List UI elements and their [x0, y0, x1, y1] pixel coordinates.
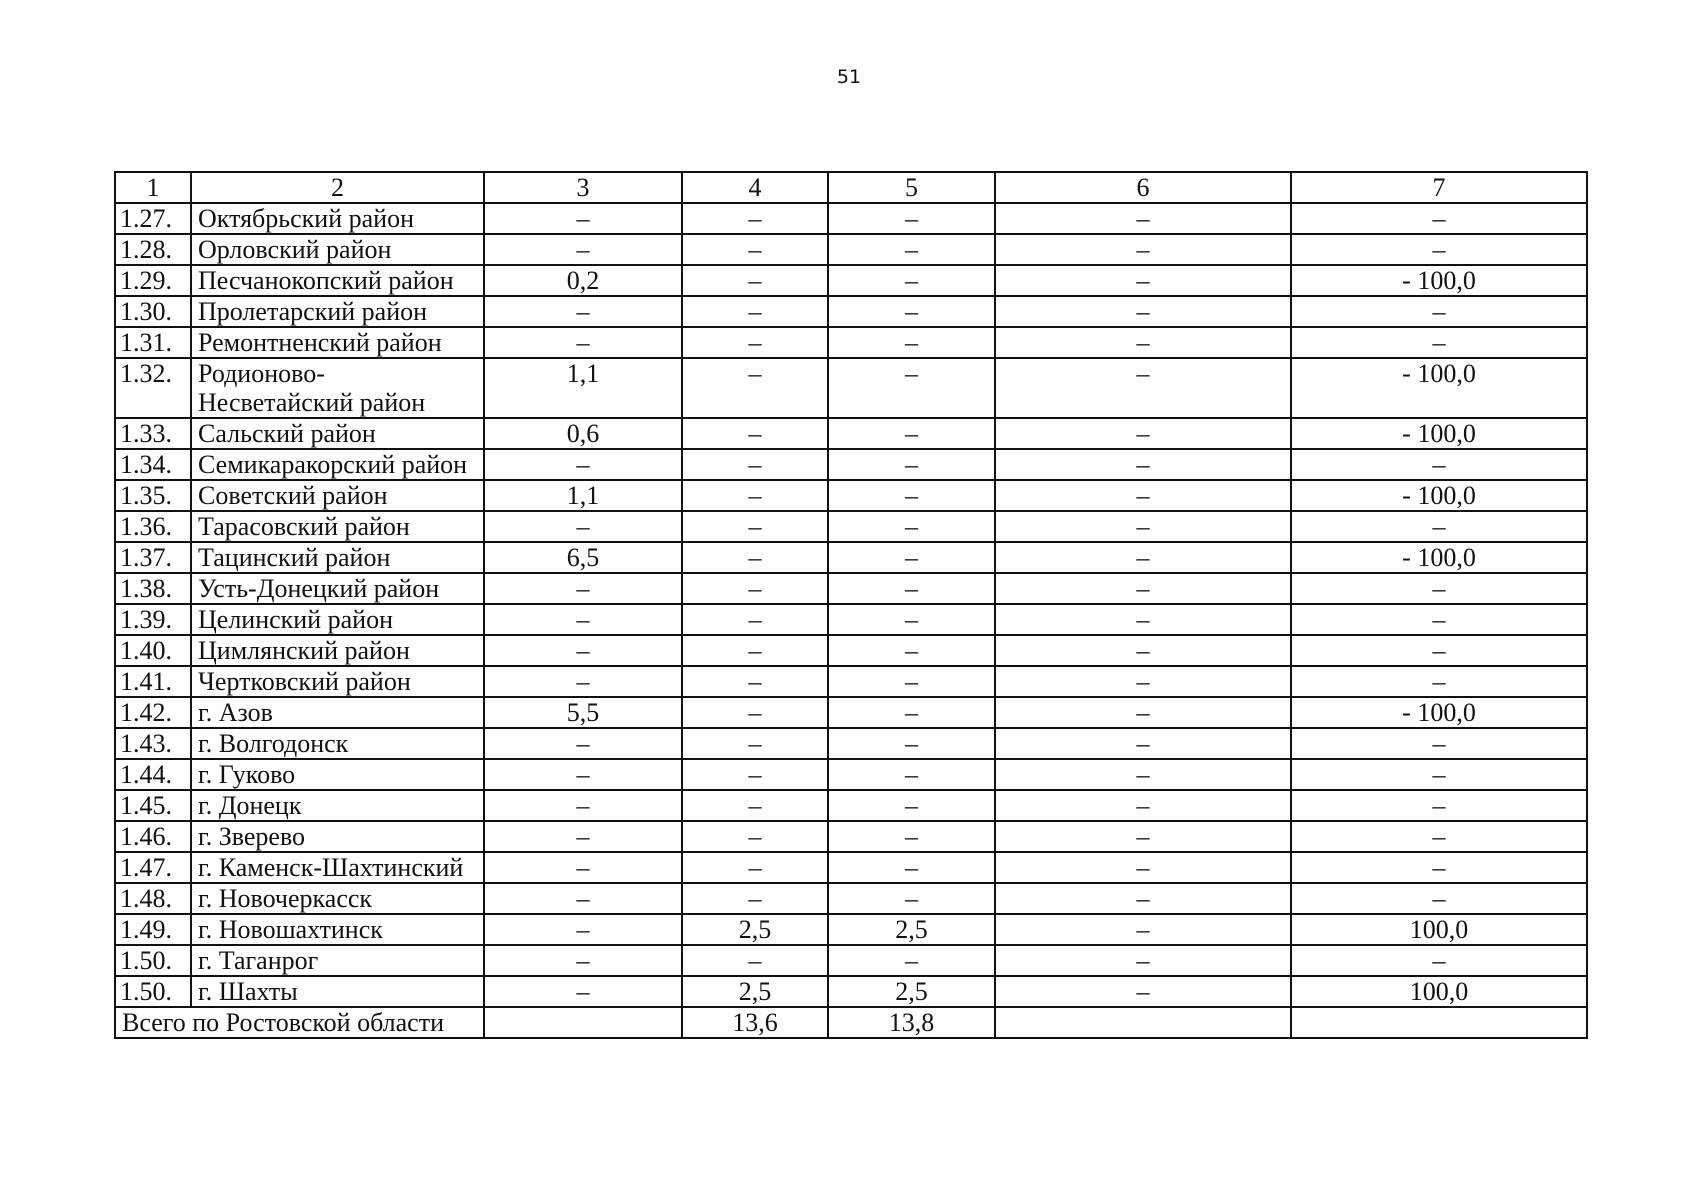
value-cell-col3: 5,5	[484, 697, 682, 728]
value-cell-col4: 2,5	[682, 914, 828, 945]
territory-name-cell: Орловский район	[191, 234, 484, 265]
value-cell-col6: –	[995, 265, 1291, 296]
value-cell-col4: –	[682, 635, 828, 666]
header-cell: 5	[828, 172, 995, 203]
total-value-cell-c5: 13,8	[828, 1007, 995, 1038]
territory-name-cell: г. Донецк	[191, 790, 484, 821]
value-cell-col4: –	[682, 296, 828, 327]
table-row	[115, 821, 1587, 852]
table-row	[115, 358, 1587, 418]
row-number-cell: 1.44.	[115, 759, 191, 790]
table-row	[115, 265, 1587, 296]
data-table	[114, 171, 1588, 1039]
value-cell-col6: –	[995, 358, 1291, 418]
territory-name-cell: г. Зверево	[191, 821, 484, 852]
table-row	[115, 511, 1587, 542]
territory-name-cell: г. Новошахтинск	[191, 914, 484, 945]
row-number-cell: 1.33.	[115, 418, 191, 449]
territory-name-cell: Тарасовский район	[191, 511, 484, 542]
value-cell-col6: –	[995, 821, 1291, 852]
value-cell-col6: –	[995, 666, 1291, 697]
value-cell-col4: –	[682, 759, 828, 790]
value-cell-col4: –	[682, 883, 828, 914]
value-cell-col3: –	[484, 914, 682, 945]
territory-name-cell: Песчанокопский район	[191, 265, 484, 296]
value-cell-col5: –	[828, 852, 995, 883]
table-row	[115, 573, 1587, 604]
territory-name-cell: Усть-Донецкий район	[191, 573, 484, 604]
value-cell-col6: –	[995, 327, 1291, 358]
row-number-cell: 1.38.	[115, 573, 191, 604]
value-cell-col3: –	[484, 203, 682, 234]
header-cell: 4	[682, 172, 828, 203]
value-cell-col7: –	[1291, 327, 1587, 358]
value-cell-col7: –	[1291, 234, 1587, 265]
value-cell-col7: –	[1291, 604, 1587, 635]
table-row	[115, 883, 1587, 914]
value-cell-col7: - 100,0	[1291, 697, 1587, 728]
value-cell-col5: –	[828, 296, 995, 327]
value-cell-col3: –	[484, 852, 682, 883]
value-cell-col7: - 100,0	[1291, 480, 1587, 511]
table-row	[115, 203, 1587, 234]
table-row	[115, 852, 1587, 883]
territory-name-cell: г. Таганрог	[191, 945, 484, 976]
total-row	[115, 1007, 1587, 1038]
value-cell-col5: –	[828, 573, 995, 604]
header-cell: 6	[995, 172, 1291, 203]
value-cell-col3: –	[484, 728, 682, 759]
value-cell-col5: –	[828, 697, 995, 728]
value-cell-col7: –	[1291, 728, 1587, 759]
value-cell-col4: –	[682, 265, 828, 296]
value-cell-col6: –	[995, 914, 1291, 945]
value-cell-col4: –	[682, 852, 828, 883]
value-cell-col7: –	[1291, 635, 1587, 666]
value-cell-col4: –	[682, 666, 828, 697]
value-cell-col7: 100,0	[1291, 914, 1587, 945]
table-row	[115, 542, 1587, 573]
value-cell-col5: –	[828, 203, 995, 234]
value-cell-col3: –	[484, 790, 682, 821]
value-cell-col7: - 100,0	[1291, 265, 1587, 296]
value-cell-col5: –	[828, 883, 995, 914]
value-cell-col4: –	[682, 697, 828, 728]
total-label-cell: Всего по Ростовской области	[115, 1007, 484, 1038]
table-row	[115, 480, 1587, 511]
territory-name-cell: Цимлянский район	[191, 635, 484, 666]
table-body	[115, 172, 1587, 1038]
row-number-cell: 1.49.	[115, 914, 191, 945]
value-cell-col4: –	[682, 573, 828, 604]
territory-name-cell: г. Новочеркасск	[191, 883, 484, 914]
territory-name-cell: г. Волгодонск	[191, 728, 484, 759]
table-header-row	[115, 172, 1587, 203]
value-cell-col3: –	[484, 449, 682, 480]
value-cell-col7: –	[1291, 883, 1587, 914]
table-row	[115, 666, 1587, 697]
header-cell: 2	[191, 172, 484, 203]
value-cell-col3: 0,2	[484, 265, 682, 296]
row-number-cell: 1.48.	[115, 883, 191, 914]
territory-name-cell: Семикаракорский район	[191, 449, 484, 480]
header-cell: 7	[1291, 172, 1587, 203]
value-cell-col6: –	[995, 234, 1291, 265]
value-cell-col3: –	[484, 604, 682, 635]
table-row	[115, 759, 1587, 790]
value-cell-col4: –	[682, 511, 828, 542]
territory-name-cell: Чертковский район	[191, 666, 484, 697]
row-number-cell: 1.50.	[115, 976, 191, 1007]
total-value-cell-c7	[1291, 1007, 1587, 1038]
value-cell-col3: –	[484, 976, 682, 1007]
value-cell-col4: –	[682, 480, 828, 511]
value-cell-col4: –	[682, 945, 828, 976]
value-cell-col5: –	[828, 542, 995, 573]
value-cell-col4: –	[682, 821, 828, 852]
value-cell-col6: –	[995, 976, 1291, 1007]
value-cell-col4: –	[682, 790, 828, 821]
value-cell-col7: –	[1291, 790, 1587, 821]
value-cell-col4: –	[682, 234, 828, 265]
page-number: 51	[836, 66, 862, 88]
row-number-cell: 1.34.	[115, 449, 191, 480]
value-cell-col7: –	[1291, 945, 1587, 976]
territory-name-cell: Пролетарский район	[191, 296, 484, 327]
value-cell-col4: –	[682, 542, 828, 573]
value-cell-col5: –	[828, 511, 995, 542]
value-cell-col7: –	[1291, 296, 1587, 327]
header-cell: 1	[115, 172, 191, 203]
row-number-cell: 1.31.	[115, 327, 191, 358]
value-cell-col3: –	[484, 759, 682, 790]
value-cell-col3: –	[484, 296, 682, 327]
value-cell-col7: –	[1291, 852, 1587, 883]
value-cell-col4: –	[682, 604, 828, 635]
territory-name-cell: г. Каменск-Шахтинский	[191, 852, 484, 883]
table-row	[115, 296, 1587, 327]
value-cell-col6: –	[995, 480, 1291, 511]
territory-name-cell: г. Гуково	[191, 759, 484, 790]
value-cell-col3: 1,1	[484, 358, 682, 418]
table-row	[115, 914, 1587, 945]
value-cell-col5: –	[828, 635, 995, 666]
value-cell-col3: –	[484, 635, 682, 666]
table-row	[115, 418, 1587, 449]
value-cell-col7: –	[1291, 821, 1587, 852]
value-cell-col3: –	[484, 821, 682, 852]
value-cell-col5: 2,5	[828, 914, 995, 945]
value-cell-col6: –	[995, 697, 1291, 728]
value-cell-col6: –	[995, 883, 1291, 914]
value-cell-col5: –	[828, 449, 995, 480]
value-cell-col7: - 100,0	[1291, 542, 1587, 573]
total-value-cell-c3	[484, 1007, 682, 1038]
value-cell-col5: –	[828, 945, 995, 976]
row-number-cell: 1.39.	[115, 604, 191, 635]
value-cell-col3: –	[484, 666, 682, 697]
value-cell-col6: –	[995, 203, 1291, 234]
value-cell-col6: –	[995, 790, 1291, 821]
value-cell-col6: –	[995, 418, 1291, 449]
value-cell-col7: 100,0	[1291, 976, 1587, 1007]
value-cell-col6: –	[995, 635, 1291, 666]
value-cell-col5: –	[828, 265, 995, 296]
value-cell-col6: –	[995, 542, 1291, 573]
total-value-cell-c4: 13,6	[682, 1007, 828, 1038]
territory-name-cell: Сальский район	[191, 418, 484, 449]
value-cell-col6: –	[995, 945, 1291, 976]
row-number-cell: 1.32.	[115, 358, 191, 418]
value-cell-col4: –	[682, 449, 828, 480]
total-value-cell-c6	[995, 1007, 1291, 1038]
value-cell-col5: –	[828, 234, 995, 265]
value-cell-col7: –	[1291, 759, 1587, 790]
value-cell-col3: –	[484, 234, 682, 265]
row-number-cell: 1.27.	[115, 203, 191, 234]
value-cell-col5: –	[828, 728, 995, 759]
value-cell-col7: –	[1291, 449, 1587, 480]
row-number-cell: 1.43.	[115, 728, 191, 759]
value-cell-col5: –	[828, 418, 995, 449]
value-cell-col4: –	[682, 728, 828, 759]
value-cell-col3: –	[484, 945, 682, 976]
value-cell-col7: - 100,0	[1291, 358, 1587, 418]
table-row	[115, 635, 1587, 666]
value-cell-col3: –	[484, 883, 682, 914]
table-row	[115, 728, 1587, 759]
value-cell-col6: –	[995, 573, 1291, 604]
row-number-cell: 1.45.	[115, 790, 191, 821]
table-row	[115, 327, 1587, 358]
value-cell-col3: 1,1	[484, 480, 682, 511]
territory-name-cell: Целинский район	[191, 604, 484, 635]
territory-name-cell: г. Азов	[191, 697, 484, 728]
value-cell-col5: –	[828, 327, 995, 358]
row-number-cell: 1.36.	[115, 511, 191, 542]
row-number-cell: 1.46.	[115, 821, 191, 852]
value-cell-col4: –	[682, 203, 828, 234]
value-cell-col3: 6,5	[484, 542, 682, 573]
value-cell-col6: –	[995, 759, 1291, 790]
territory-name-cell: Ремонтненский район	[191, 327, 484, 358]
row-number-cell: 1.50.	[115, 945, 191, 976]
value-cell-col4: –	[682, 358, 828, 418]
row-number-cell: 1.35.	[115, 480, 191, 511]
row-number-cell: 1.40.	[115, 635, 191, 666]
value-cell-col3: –	[484, 511, 682, 542]
value-cell-col7: –	[1291, 203, 1587, 234]
value-cell-col3: –	[484, 327, 682, 358]
value-cell-col5: 2,5	[828, 976, 995, 1007]
value-cell-col5: –	[828, 480, 995, 511]
row-number-cell: 1.41.	[115, 666, 191, 697]
value-cell-col6: –	[995, 604, 1291, 635]
value-cell-col4: 2,5	[682, 976, 828, 1007]
table-row	[115, 945, 1587, 976]
territory-name-cell: Тацинский район	[191, 542, 484, 573]
row-number-cell: 1.42.	[115, 697, 191, 728]
value-cell-col5: –	[828, 666, 995, 697]
value-cell-col5: –	[828, 358, 995, 418]
value-cell-col6: –	[995, 449, 1291, 480]
value-cell-col4: –	[682, 327, 828, 358]
value-cell-col6: –	[995, 728, 1291, 759]
row-number-cell: 1.37.	[115, 542, 191, 573]
territory-name-cell: г. Шахты	[191, 976, 484, 1007]
value-cell-col6: –	[995, 511, 1291, 542]
row-number-cell: 1.30.	[115, 296, 191, 327]
territory-name-cell: Родионово-Несветайский район	[191, 358, 484, 418]
value-cell-col3: –	[484, 573, 682, 604]
value-cell-col7: –	[1291, 666, 1587, 697]
territory-name-cell: Октябрьский район	[191, 203, 484, 234]
header-cell: 3	[484, 172, 682, 203]
table-row	[115, 790, 1587, 821]
value-cell-col7: –	[1291, 573, 1587, 604]
row-number-cell: 1.29.	[115, 265, 191, 296]
value-cell-col5: –	[828, 759, 995, 790]
table-row	[115, 697, 1587, 728]
row-number-cell: 1.28.	[115, 234, 191, 265]
value-cell-col5: –	[828, 790, 995, 821]
table-row	[115, 234, 1587, 265]
value-cell-col6: –	[995, 852, 1291, 883]
territory-name-cell: Советский район	[191, 480, 484, 511]
value-cell-col3: 0,6	[484, 418, 682, 449]
value-cell-col5: –	[828, 821, 995, 852]
value-cell-col4: –	[682, 418, 828, 449]
value-cell-col7: –	[1291, 511, 1587, 542]
table-row	[115, 449, 1587, 480]
table-row	[115, 604, 1587, 635]
value-cell-col5: –	[828, 604, 995, 635]
value-cell-col7: - 100,0	[1291, 418, 1587, 449]
value-cell-col6: –	[995, 296, 1291, 327]
row-number-cell: 1.47.	[115, 852, 191, 883]
table-row	[115, 976, 1587, 1007]
